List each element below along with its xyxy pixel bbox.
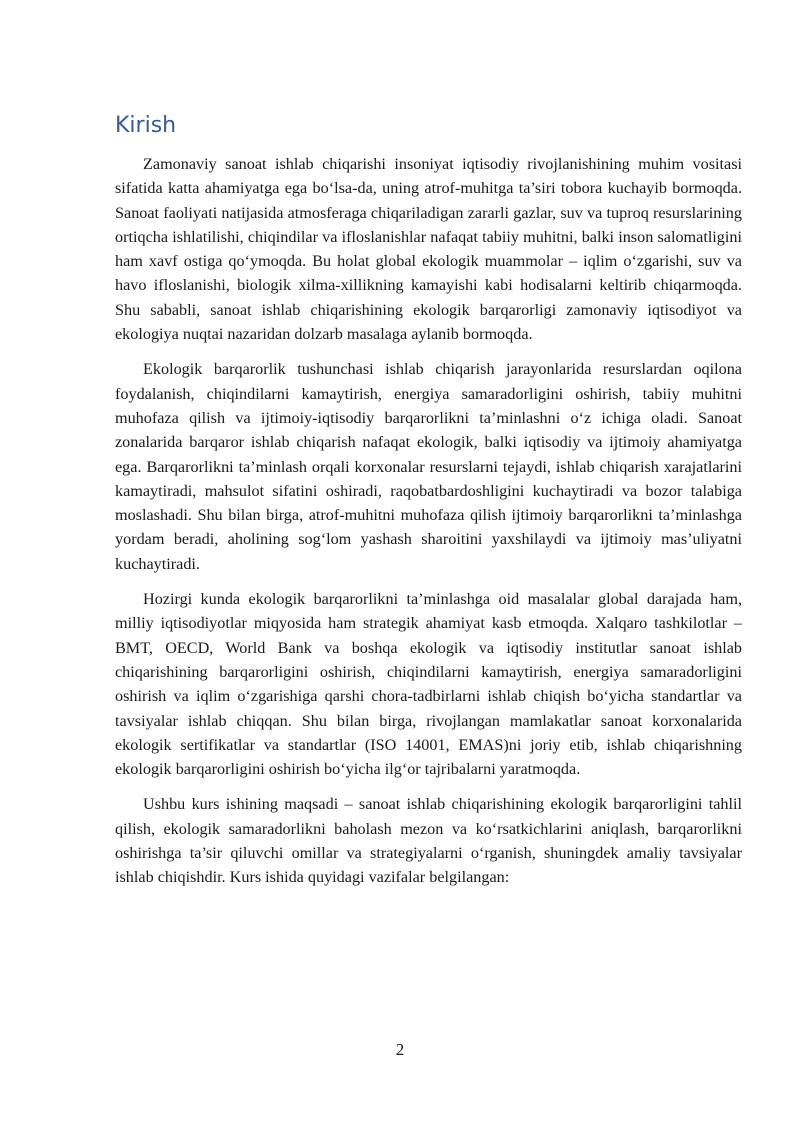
section-heading: Kirish bbox=[115, 113, 177, 138]
paragraph-1: Zamonaviy sanoat ishlab chiqarishi insoniyat iqtisodiy rivojlanishining muhim vositasi sifatida katta ahamiyatga ega bo‘lsa-da, uning atrof-muhitga ta’siri tobora kuchayib bormoqda. Sanoat faoliyati natijasida atmosferaga chiqariladigan zararli gazlar, suv va tuproq resurslarining ortiqcha ishlatilishi, chiqindilar va ifloslanishlar nafaqat tabiiy muhitni, balki inson salomatligini ham xavf ostiga qo‘ymoqda. Bu holat global ekologik muammolar – iqlim o‘zgarishi, suv va havo ifloslanishi, biologik xilma-xillikning kamayishi kabi hodisalarni keltirib chiqarmoqda. Shu sababli, sanoat ishlab chiqarishining ekologik barqarorligi zamonaviy iqtisodiyot va ekologiya nuqtai nazaridan dolzarb masalaga aylanib bormoqda. bbox=[115, 155, 742, 344]
paragraph-3: Hozirgi kunda ekologik barqarorlikni ta’minlashga oid masalalar global darajada ham, milliy iqtisodiyotlar miqyosida ham strategik ahamiyat kasb etmoqda. Xalqaro tashkilotlar – BMT, OECD, World Bank va boshqa ekologik va iqtisodiy institutlar sanoat ishlab chiqarishining barqarorligini oshirish, chiqindilarni kamaytirish, energiya samaradorligini oshirish va iqlim o‘zgarishiga qarshi chora-tadbirlarni ishlab chiqish bo‘yicha standartlar va tavsiyalar ishlab chiqqan. Shu bilan birga, rivojlangan mamlakatlar sanoat korxonalarida ekologik sertifikatlar va standartlar (ISO 14001, EMAS)ni joriy etib, ishlab chiqarishning ekologik barqarorligini oshirish bo‘yicha ilg‘or tajribalarni yaratmoqda. bbox=[115, 590, 742, 779]
paragraph-2: Ekologik barqarorlik tushunchasi ishlab chiqarish jarayonlarida resurslardan oqilona foydalanish, chiqindilarni kamaytirish, energiya samaradorligini oshirish, tabiiy muhitni muhofaza qilish va ijtimoiy-iqtisodiy barqarorlikni ta’minlashni o‘z ichiga oladi. Sanoat zonalarida barqaror ishlab chiqarish nafaqat ekologik, balki iqtisodiy va ijtimoiy ahamiyatga ega. Barqarorlikni ta’minlash orqali korxonalar resurslarni tejaydi, ishlab chiqarish xarajatlarini kamaytiradi, mahsulot sifatini oshiradi, raqobatbardoshligini kuchaytiradi va bozor talabiga moslashadi. Shu bilan birga, atrof-muhitni muhofaza qilish ijtimoiy barqarorlikni ta’minlashga yordam beradi, aholining sog‘lom yashash sharoitini yaxshilaydi va ijtimoiy mas’uliyatni kuchaytiradi. bbox=[115, 360, 742, 573]
page-content bbox=[115, 110, 742, 901]
page-number: 2 bbox=[395, 1040, 405, 1059]
paragraph-4: Ushbu kurs ishining maqsadi – sanoat ishlab chiqarishining ekologik barqarorligini tahlil qilish, ekologik samaradorlikni baholash mezon va ko‘rsatkichlarini aniqlash, barqarorlikni oshirishga ta’sir qiluvchi omillar va strategiyalarni o‘rganish, shuningdek amaliy tavsiyalar ishlab chiqishdir. Kurs ishida quyidagi vazifalar belgilangan: bbox=[115, 795, 742, 887]
